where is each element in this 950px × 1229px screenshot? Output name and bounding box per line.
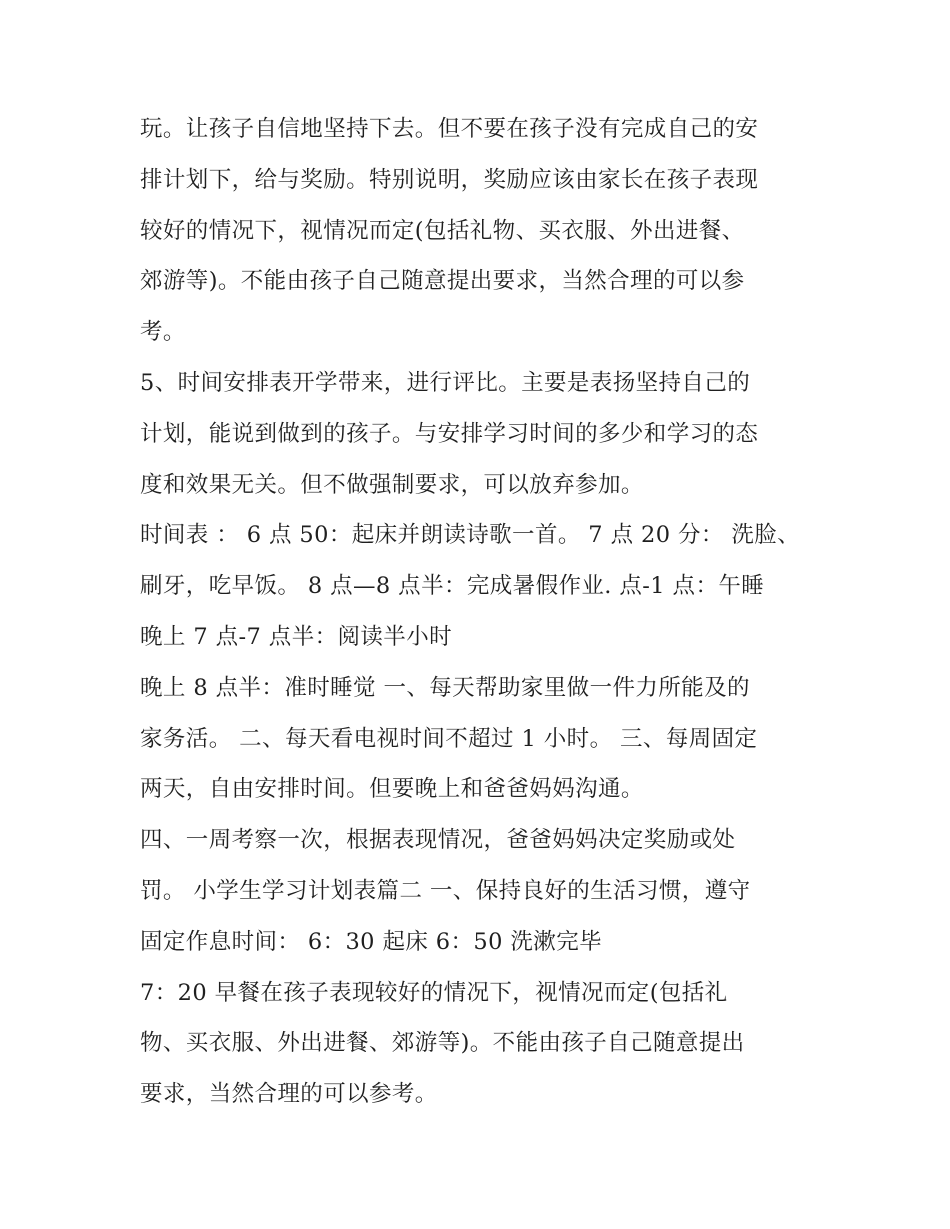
- text-line: 固定作息时间： 6：30 起床 6：50 洗漱完毕: [140, 928, 603, 955]
- text-line: 排计划下，给与奖励。特别说明，奖励应该由家长在孩子表现: [140, 166, 759, 193]
- text-line: 两天，自由安排时间。但要晚上和爸爸妈妈沟通。: [140, 776, 644, 803]
- text-line: 较好的情况下，视情况而定(包括礼物、买衣服、外出进餐、: [140, 217, 745, 244]
- text-line: 家务活。 二、每天看电视时间不超过 1 小时。 三、每周固定: [140, 725, 758, 752]
- text-line: 5、时间安排表开学带来，进行评比。主要是表扬坚持自己的: [140, 369, 751, 396]
- text-line: 郊游等)。不能由孩子自己随意提出要求，当然合理的可以参: [140, 268, 745, 295]
- text-line: 晚上 7 点-7 点半：阅读半小时: [140, 623, 452, 650]
- text-line: 度和效果无关。但不做强制要求，可以放弃参加。: [140, 471, 644, 498]
- text-line: 晚上 8 点半：准时睡觉 一、每天帮助家里做一件力所能及的: [140, 674, 750, 701]
- text-line: 时间表 ： 6 点 50：起床并朗读诗歌一首。 7 点 20 分： 洗脸、: [140, 522, 801, 549]
- text-line: 考。: [140, 319, 186, 346]
- document-body: [140, 104, 820, 1120]
- text-line: 玩。让孩子自信地坚持下去。但不要在孩子没有完成自己的安: [140, 116, 759, 142]
- text-line: 罚。 小学生学习计划表篇二 一、保持良好的生活习惯，遵守: [140, 877, 751, 904]
- text-line: 7：20 早餐在孩子表现较好的情况下，视情况而定(包括礼: [140, 979, 728, 1006]
- text-line: 刷牙，吃早饭。 8 点—8 点半：完成暑假作业. 点-1 点：午睡: [140, 573, 765, 600]
- text-line: 四、一周考察一次，根据表现情况，爸爸妈妈决定奖励或处: [140, 827, 736, 854]
- text-line: 计划，能说到做到的孩子。与安排学习时间的多少和学习的态: [140, 420, 759, 447]
- text-line: 物、买衣服、外出进餐、郊游等)。不能由孩子自己随意提出: [140, 1030, 745, 1057]
- text-line: 要求，当然合理的可以参考。: [140, 1081, 438, 1108]
